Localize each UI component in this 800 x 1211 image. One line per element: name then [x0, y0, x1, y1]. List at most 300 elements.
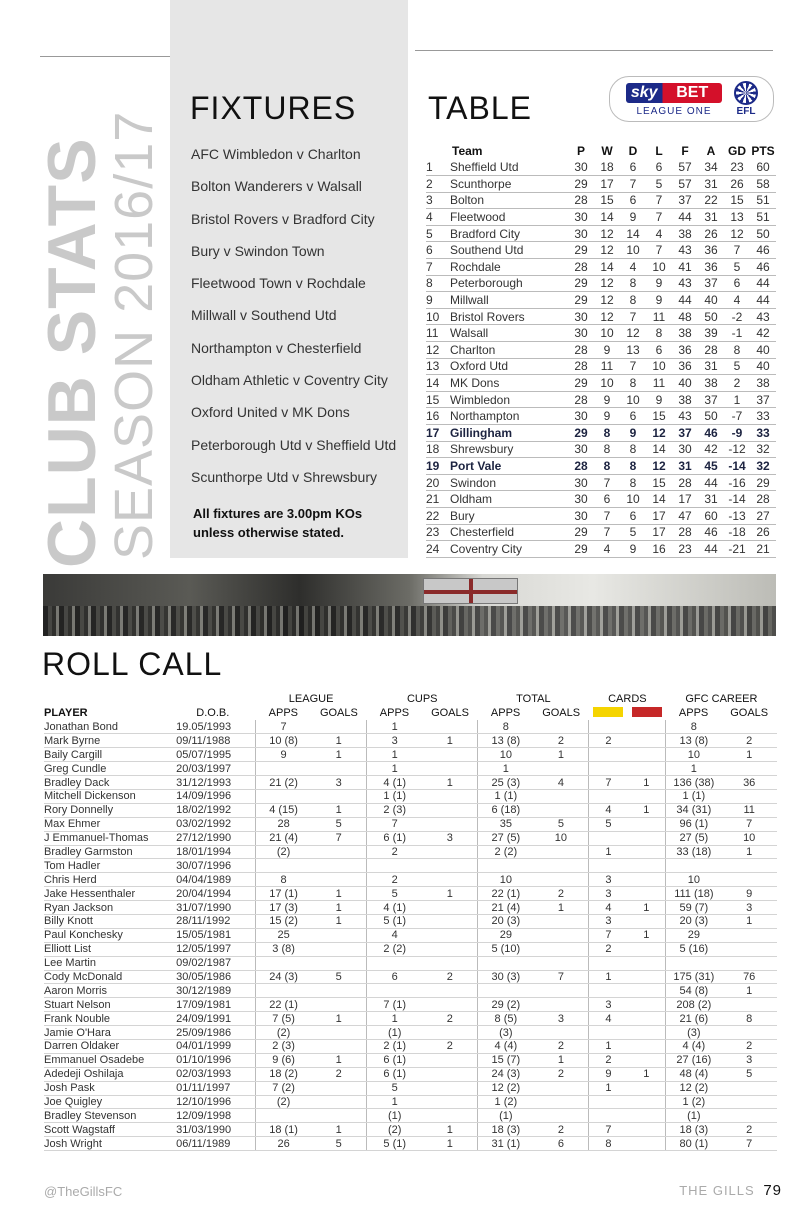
table-cell: 38	[750, 375, 776, 392]
player-name: Greg Cundle	[44, 762, 170, 776]
stat-cell	[589, 859, 627, 873]
stat-cell: 7	[533, 970, 589, 984]
table-cell: 13	[620, 342, 646, 359]
stat-cell	[721, 998, 777, 1012]
table-cell: -18	[724, 524, 750, 541]
player-row	[44, 789, 777, 803]
stat-cell: 20/04/1994	[170, 887, 255, 901]
player-row	[44, 748, 777, 762]
table-cell: 30	[568, 225, 594, 242]
stat-cell: 3 (8)	[256, 942, 312, 956]
stat-cell: 1	[422, 734, 478, 748]
stat-cell: 28/11/1992	[170, 914, 255, 928]
stat-cell	[422, 789, 478, 803]
table-cell: 22	[698, 192, 724, 209]
stat-cell: 2 (1)	[367, 1039, 423, 1053]
fixture-item: Bury v Swindon Town	[191, 242, 325, 259]
table-cell: 28	[568, 192, 594, 209]
stat-cell	[533, 720, 589, 734]
stat-cell: 5	[311, 1137, 367, 1151]
stat-cell	[533, 803, 589, 817]
stat-cell: 1	[311, 914, 367, 928]
stat-cell: 1	[627, 803, 665, 817]
table-cell: 5	[724, 358, 750, 375]
skybet-league-one-logo	[609, 76, 774, 122]
table-header-cell: A	[706, 144, 716, 158]
stat-cell: 96 (1)	[666, 817, 722, 831]
table-cell: 8	[426, 275, 450, 292]
rollcall-table	[44, 692, 777, 1151]
player-header: PLAYER	[44, 707, 88, 719]
stat-cell: 1	[422, 1137, 478, 1151]
table-cell: 29	[568, 176, 594, 193]
stat-cell	[422, 1081, 478, 1095]
stat-cell: 09/02/1987	[170, 956, 255, 970]
stat-cell: (2)	[256, 1095, 312, 1109]
stat-cell	[721, 942, 777, 956]
stat-cell: 48 (4)	[666, 1067, 722, 1081]
stat-cell: 7	[589, 928, 627, 942]
stat-cell	[533, 1081, 589, 1095]
fixture-item: Bristol Rovers v Bradford City	[191, 210, 375, 227]
stat-cell: 33 (18)	[666, 845, 722, 859]
stat-cell	[627, 1039, 665, 1053]
stat-cell: 3	[721, 901, 777, 915]
stat-cell: 01/11/1997	[170, 1081, 255, 1095]
table-cell: 9	[620, 541, 646, 558]
stat-cell: (3)	[478, 1026, 534, 1040]
table-cell: 29	[568, 425, 594, 442]
player-name: J Emmanuel-Thomas	[44, 831, 170, 845]
stat-cell: 1	[533, 748, 589, 762]
player-row	[44, 1109, 777, 1123]
stat-cell: 2 (2)	[367, 942, 423, 956]
stat-cell	[311, 1081, 367, 1095]
player-row	[44, 1012, 777, 1026]
table-cell: 44	[672, 209, 698, 226]
table-cell: 10	[646, 259, 672, 276]
stat-cell: 36	[721, 776, 777, 790]
player-name: Elliott List	[44, 942, 170, 956]
club-stats-side-title	[34, 48, 168, 568]
table-cell: 29	[750, 474, 776, 491]
table-cell: 30	[568, 507, 594, 524]
table-cell: 31	[698, 209, 724, 226]
table-cell: 10	[620, 391, 646, 408]
table-cell: 9	[646, 292, 672, 309]
table-cell: 58	[750, 176, 776, 193]
table-cell: 8	[620, 275, 646, 292]
stat-cell: 29	[666, 928, 722, 942]
table-cell: 31	[672, 458, 698, 475]
table-cell: 12	[724, 225, 750, 242]
table-cell: -1	[724, 325, 750, 342]
stat-cell	[533, 859, 589, 873]
table-cell: 29	[568, 275, 594, 292]
table-cell: -21	[724, 541, 750, 558]
table-cell: 9	[426, 292, 450, 309]
stat-cell: 136 (38)	[666, 776, 722, 790]
stat-cell: 208 (2)	[666, 998, 722, 1012]
player-name: Mark Byrne	[44, 734, 170, 748]
stat-cell	[589, 984, 627, 998]
table-cell: 43	[750, 308, 776, 325]
player-name: Baily Cargill	[44, 748, 170, 762]
rollcall-table-body	[44, 720, 777, 1151]
table-cell: Shrewsbury	[450, 441, 568, 458]
stat-cell: 8	[666, 720, 722, 734]
table-cell: 8	[620, 292, 646, 309]
fixture-item: Peterborough Utd v Sheffield Utd	[191, 436, 397, 453]
table-row	[426, 358, 776, 375]
stat-cell: 27/12/1990	[170, 831, 255, 845]
stat-cell	[311, 1026, 367, 1040]
stat-cell	[627, 873, 665, 887]
efl-label: EFL	[736, 106, 756, 117]
stat-cell: 31/03/1990	[170, 1123, 255, 1137]
table-cell: 43	[672, 275, 698, 292]
stat-cell	[627, 1137, 665, 1151]
table-cell: 6	[620, 507, 646, 524]
table-header-cell: P	[576, 144, 585, 158]
stat-cell	[589, 1026, 627, 1040]
league-table-header	[426, 143, 776, 159]
stat-cell: 6	[533, 1137, 589, 1151]
stat-cell: 11	[721, 803, 777, 817]
stat-cell: 7 (1)	[367, 998, 423, 1012]
player-name: Josh Pask	[44, 1081, 170, 1095]
stat-cell	[478, 984, 534, 998]
stat-cell: 1	[311, 748, 367, 762]
stat-cell: (2)	[256, 1026, 312, 1040]
stat-cell: 1	[422, 887, 478, 901]
table-cell: 50	[698, 408, 724, 425]
stat-cell	[589, 720, 627, 734]
stat-cell: 1	[367, 1012, 423, 1026]
player-row	[44, 1039, 777, 1053]
table-row	[426, 391, 776, 408]
stat-cell: 1	[533, 1053, 589, 1067]
stat-cell	[533, 845, 589, 859]
stat-cell: 2	[721, 734, 777, 748]
stat-cell: 7	[311, 831, 367, 845]
stat-cell: 12 (2)	[478, 1081, 534, 1095]
stat-cell: 4	[589, 803, 627, 817]
table-row	[426, 259, 776, 276]
stat-cell: 1	[311, 803, 367, 817]
stat-cell: 29 (2)	[478, 998, 534, 1012]
table-cell: 15	[594, 192, 620, 209]
player-name: Scott Wagstaff	[44, 1123, 170, 1137]
stat-cell: 19.05/1993	[170, 720, 255, 734]
table-cell: Fleetwood	[450, 209, 568, 226]
stat-cell	[533, 1095, 589, 1109]
stat-cell	[627, 970, 665, 984]
table-cell: 18	[594, 159, 620, 176]
stat-cell: 9	[256, 748, 312, 762]
table-cell: Coventry City	[450, 541, 568, 558]
table-cell: 28	[568, 342, 594, 359]
table-cell: 30	[568, 159, 594, 176]
table-cell: 29	[568, 541, 594, 558]
stat-cell	[533, 928, 589, 942]
dob-header: D.O.B.	[196, 707, 230, 719]
player-row	[44, 803, 777, 817]
stat-cell: (1)	[367, 1026, 423, 1040]
stat-cell	[721, 762, 777, 776]
table-cell: 60	[698, 507, 724, 524]
stat-cell	[422, 748, 478, 762]
fixture-item: Oxford United v MK Dons	[191, 404, 350, 421]
stat-cell: 17/09/1981	[170, 998, 255, 1012]
blank-header	[170, 692, 255, 706]
table-cell: 26	[750, 524, 776, 541]
stat-cell: 24 (3)	[478, 1067, 534, 1081]
table-cell: 60	[750, 159, 776, 176]
stat-cell: (3)	[666, 1026, 722, 1040]
stat-cell	[367, 956, 423, 970]
table-cell: 36	[698, 259, 724, 276]
player-name: Chris Herd	[44, 873, 170, 887]
player-row	[44, 1026, 777, 1040]
stat-cell: 4	[589, 901, 627, 915]
stat-cell: 01/10/1996	[170, 1053, 255, 1067]
stat-cell	[627, 984, 665, 998]
stat-cell: 2	[533, 887, 589, 901]
league-apps-header: APPS	[268, 707, 298, 719]
table-cell: 28	[568, 391, 594, 408]
table-cell: 31	[698, 491, 724, 508]
player-name: Tom Hadler	[44, 859, 170, 873]
table-cell: 48	[672, 308, 698, 325]
table-cell: 23	[426, 524, 450, 541]
stat-cell: 1	[478, 762, 534, 776]
stat-cell: 1	[627, 928, 665, 942]
stat-cell: 2	[721, 1039, 777, 1053]
player-row	[44, 873, 777, 887]
stat-cell	[627, 1053, 665, 1067]
stat-cell	[627, 789, 665, 803]
stat-cell: 8	[478, 720, 534, 734]
table-cell: Charlton	[450, 342, 568, 359]
player-name: Bradley Garmston	[44, 845, 170, 859]
stat-cell: 5	[311, 970, 367, 984]
stat-cell: 13 (8)	[478, 734, 534, 748]
stat-cell: 1	[589, 1039, 627, 1053]
stat-cell	[311, 720, 367, 734]
table-header-cell	[426, 143, 450, 159]
table-cell: 36	[698, 242, 724, 259]
stat-cell	[627, 831, 665, 845]
stat-cell: 80 (1)	[666, 1137, 722, 1151]
stat-cell	[422, 1109, 478, 1123]
career-goals-header: GOALS	[730, 707, 769, 719]
table-cell: Swindon	[450, 474, 568, 491]
table-cell: 40	[750, 358, 776, 375]
player-row	[44, 845, 777, 859]
table-cell: 3	[426, 192, 450, 209]
table-cell: Scunthorpe	[450, 176, 568, 193]
table-cell: 38	[698, 375, 724, 392]
stat-cell: 3	[422, 831, 478, 845]
table-cell: 7	[646, 242, 672, 259]
table-cell: 11	[646, 375, 672, 392]
stat-cell	[721, 1109, 777, 1123]
stat-cell: 9 (6)	[256, 1053, 312, 1067]
table-cell: 7	[646, 209, 672, 226]
table-cell: 30	[568, 325, 594, 342]
stat-cell: 2	[311, 1067, 367, 1081]
stat-cell: 1	[721, 845, 777, 859]
table-cell: 5	[620, 524, 646, 541]
player-row	[44, 859, 777, 873]
stat-cell	[478, 859, 534, 873]
stat-cell	[311, 984, 367, 998]
stat-cell	[627, 762, 665, 776]
stat-cell	[311, 1109, 367, 1123]
table-cell: -13	[724, 507, 750, 524]
table-cell: 36	[672, 358, 698, 375]
table-cell: 2	[426, 176, 450, 193]
page-footer	[679, 1182, 782, 1199]
stat-cell: 1 (1)	[478, 789, 534, 803]
table-row	[426, 524, 776, 541]
fixture-item: Millwall v Southend Utd	[191, 307, 337, 324]
table-cell: 17	[646, 524, 672, 541]
table-cell: -14	[724, 491, 750, 508]
stat-cell: 2	[422, 1039, 478, 1053]
stat-cell: 2	[589, 1053, 627, 1067]
table-cell: 7	[426, 259, 450, 276]
player-row	[44, 942, 777, 956]
stat-cell: 10	[721, 831, 777, 845]
table-cell: 6	[620, 159, 646, 176]
stat-cell	[627, 817, 665, 831]
stat-cell: 1	[311, 887, 367, 901]
table-cell: 46	[750, 242, 776, 259]
player-row	[44, 720, 777, 734]
table-header-cell: Team	[452, 144, 483, 158]
table-cell: 26	[724, 176, 750, 193]
table-row	[426, 225, 776, 242]
stat-cell: (1)	[666, 1109, 722, 1123]
table-cell: Gillingham	[450, 425, 568, 442]
table-row	[426, 242, 776, 259]
fixtures-note-line2: unless otherwise stated.	[193, 525, 344, 540]
stat-cell: 4 (1)	[367, 776, 423, 790]
table-cell: 20	[426, 474, 450, 491]
table-cell: 9	[594, 391, 620, 408]
stat-cell: 15 (7)	[478, 1053, 534, 1067]
table-cell: 8	[594, 441, 620, 458]
stat-cell	[721, 720, 777, 734]
stat-cell	[589, 748, 627, 762]
table-cell: 23	[724, 159, 750, 176]
stat-cell	[666, 859, 722, 873]
stat-cell	[533, 914, 589, 928]
stat-cell: 04/01/1999	[170, 1039, 255, 1053]
stat-cell: 3	[589, 887, 627, 901]
table-row	[426, 474, 776, 491]
table-cell: 7	[724, 242, 750, 259]
stat-cell: 6 (1)	[367, 831, 423, 845]
table-cell: 21	[426, 491, 450, 508]
stat-cell: 04/04/1989	[170, 873, 255, 887]
stat-cell: 31/12/1993	[170, 776, 255, 790]
table-cell: -16	[724, 474, 750, 491]
stat-cell: 3	[589, 998, 627, 1012]
stat-cell: 27 (5)	[666, 831, 722, 845]
player-name: Rory Donnelly	[44, 803, 170, 817]
table-cell: Peterborough	[450, 275, 568, 292]
table-cell: Sheffield Utd	[450, 159, 568, 176]
table-cell: 37	[698, 275, 724, 292]
table-cell: 8	[620, 441, 646, 458]
table-cell: 28	[750, 491, 776, 508]
stat-cell	[589, 789, 627, 803]
stat-cell: 12/05/1997	[170, 942, 255, 956]
table-cell: -14	[724, 458, 750, 475]
stat-cell: 6 (1)	[367, 1067, 423, 1081]
stat-cell: 14/09/1996	[170, 789, 255, 803]
player-row	[44, 1067, 777, 1081]
stat-cell	[311, 789, 367, 803]
table-cell: 32	[750, 458, 776, 475]
rollcall-group-header	[44, 692, 777, 706]
stat-cell: 31 (1)	[478, 1137, 534, 1151]
stat-cell: 1	[589, 1081, 627, 1095]
stat-cell: 2	[367, 845, 423, 859]
stat-cell: 1 (2)	[478, 1095, 534, 1109]
stat-cell: 2	[533, 1067, 589, 1081]
table-cell: 11	[594, 358, 620, 375]
stat-cell: 15/05/1981	[170, 928, 255, 942]
player-name: Adedeji Oshilaja	[44, 1067, 170, 1081]
stat-cell: 111 (18)	[666, 887, 722, 901]
stat-cell: 3	[721, 1053, 777, 1067]
cards-group-header: CARDS	[608, 693, 647, 705]
table-cell: 14	[646, 441, 672, 458]
player-row	[44, 928, 777, 942]
stat-cell: 03/02/1992	[170, 817, 255, 831]
table-cell: 39	[698, 325, 724, 342]
stat-cell	[533, 1026, 589, 1040]
season-heading: SEASON 2016/17	[104, 110, 164, 560]
stat-cell: 59 (7)	[666, 901, 722, 915]
total-group-header: TOTAL	[516, 693, 551, 705]
player-row	[44, 984, 777, 998]
table-cell: Millwall	[450, 292, 568, 309]
stat-cell: 18/02/1992	[170, 803, 255, 817]
total-goals-header: GOALS	[542, 707, 581, 719]
table-cell: 5	[426, 225, 450, 242]
table-cell: 42	[750, 325, 776, 342]
stat-cell: 10	[478, 873, 534, 887]
player-name: Bradley Stevenson	[44, 1109, 170, 1123]
fixture-item: Scunthorpe Utd v Shrewsbury	[191, 468, 377, 485]
stat-cell: 02/03/1993	[170, 1067, 255, 1081]
stat-cell: 1	[311, 734, 367, 748]
stat-cell	[627, 1081, 665, 1095]
player-name: Ryan Jackson	[44, 901, 170, 915]
stat-cell: 3	[589, 914, 627, 928]
stat-cell: 7	[721, 1137, 777, 1151]
table-cell: 30	[568, 441, 594, 458]
stat-cell: 1	[367, 1095, 423, 1109]
player-name: Jonathan Bond	[44, 720, 170, 734]
table-cell: 51	[750, 192, 776, 209]
table-cell: 28	[568, 259, 594, 276]
